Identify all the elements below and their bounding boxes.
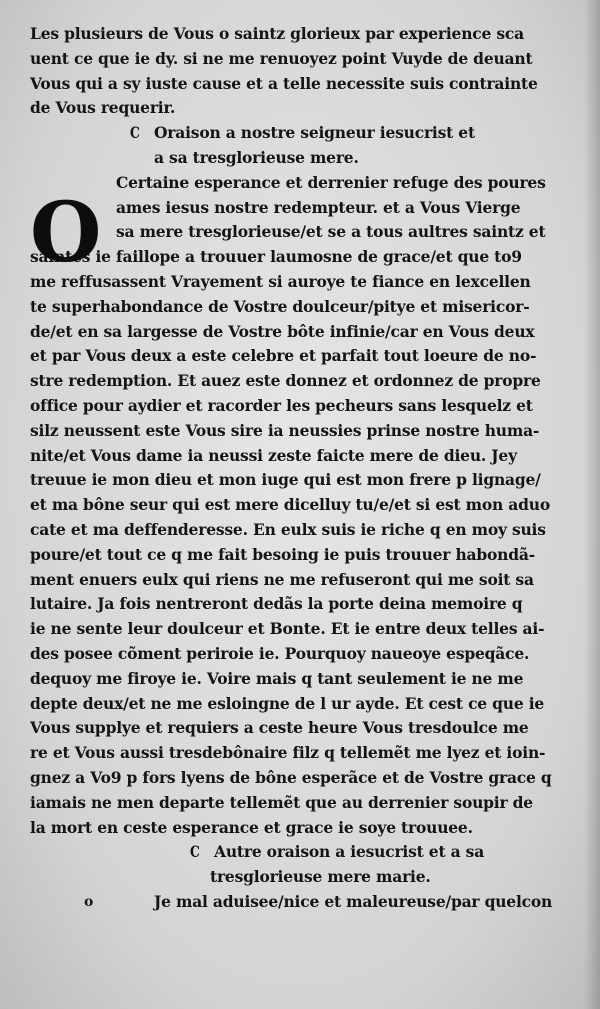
text-line: de Vous requerir. [30,98,176,118]
text-line: Les plusieurs de Vous o saintz glorieux par experience sca [30,24,524,43]
rubric-text: Autre oraison a iesucrist et a sa [214,842,485,862]
text-line: nite/et Vous dame ia neussi zeste faicte mere de dieu. Jey [30,445,517,465]
drop-cap-initial: O [30,185,102,281]
text-line: la mort en ceste esperance et grace ie soye trouuee. [30,817,473,837]
text-line: ames iesus nostre redempteur. et a Vous Vierge [116,197,521,217]
text-line: ment enuers eulx qui riens ne me refuseront qui me soit sa [30,569,534,589]
paragraph-mark-icon: C [130,123,140,143]
text-line: depte deux/et ne me esloingne de l ur ayde. Et cest ce que ie [30,693,545,713]
text-line: lutaire. Ja fois nentreront dedãs la porte deina memoire q [30,594,523,614]
rubric-heading-line [30,840,578,865]
text-line: office pour aydier et racorder les pecheurs sans lesquelz et [30,395,533,415]
text-line: sa mere tresglorieuse/et se a tous aultres saintz et [116,222,546,242]
rubric-heading-line: tresglorieuse mere marie. [210,867,431,887]
rubric-text: Oraison a nostre seigneur iesucrist et [154,123,475,143]
text-line: Certaine esperance et derrenier refuge des poures [116,172,546,192]
text-line: saintes ie faillope a trouuer laumosne de grace/et que to9 [30,247,522,267]
text-block [30,22,578,915]
text-line: iamais ne men departe tellemẽt que au derrenier soupir de [30,792,533,812]
text-line: stre redemption. Et auez este donnez et ordonnez de propre [30,371,541,391]
rubric-heading-line: a sa tresglorieuse mere. [154,147,359,167]
text-line: gnez a Vo9 p fors lyens de bône esperãce et de Vostre grace q [30,767,552,787]
text-line: me reffusassent Vrayement si auroye te fiance en lexcellen [30,271,531,291]
text-line: te superhabondance de Vostre doulceur/pitye et misericor- [30,296,530,316]
text-line: de/et en sa largesse de Vostre bôte infinie/car en Vous deux [30,321,535,341]
text-line: treuue ie mon dieu et mon iuge qui est mon frere p lignage/ [30,470,541,490]
text-line: re et Vous aussi tresdebônaire filz q tellemẽt me lyez et ioin- [30,743,546,763]
text-line: silz neussent este Vous sire ia neussies prinse nostre huma- [30,420,540,440]
signature-mark: o [84,894,94,910]
page-gutter-shadow [584,0,600,1009]
text-line: Vous supplye et requiers a ceste heure Vous tresdoulce me [30,718,529,738]
text-line: et ma bône seur qui est mere dicelluy tu/e/et si est mon aduo [30,495,550,515]
rubric-heading-line [30,121,578,146]
text-line: des posee cõment periroie ie. Pourquoy naueoye espeqãce. [30,643,530,663]
text-line: poure/et tout ce q me fait besoing ie puis trouuer habondã- [30,544,535,564]
text-line: cate et ma deffenderesse. En eulx suis ie riche q en moy suis [30,519,546,539]
text-line: dequoy me firoye ie. Voire mais q tant seulement ie ne me [30,668,524,688]
text-line: ie ne sente leur doulceur et Bonte. Et ie entre deux telles ai- [30,619,545,639]
text-line: et par Vous deux a este celebre et parfait tout loeure de no- [30,346,537,366]
text-line: Je mal aduisee/nice et maleureuse/par quelcon [154,891,553,911]
paragraph-mark-icon: C [190,842,200,862]
text-line: uent ce que ie dy. si ne me renuoyez point Vuyde de deuant [30,48,533,68]
text-line: Vous qui a sy iuste cause et a telle necessite suis contrainte [30,73,538,93]
